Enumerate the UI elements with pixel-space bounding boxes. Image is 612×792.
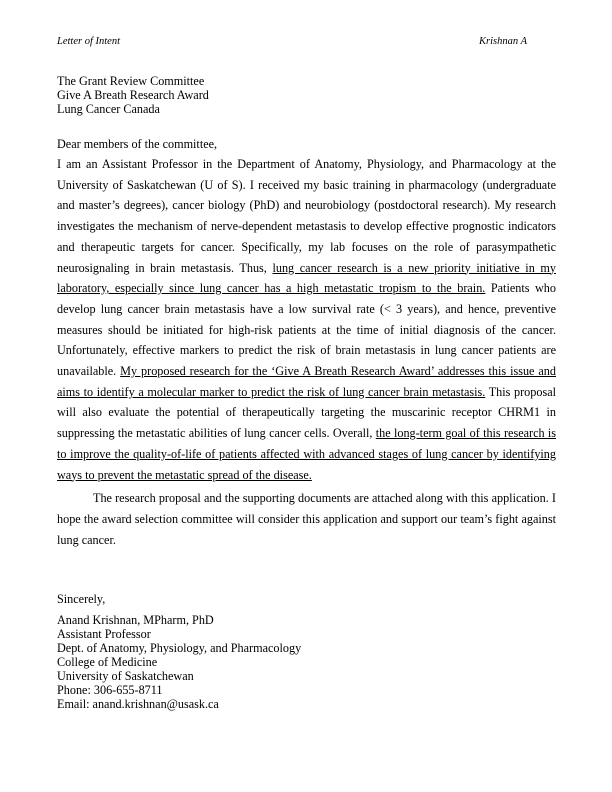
- signature-email: Email: anand.krishnan@usask.ca: [57, 697, 219, 711]
- paragraph-1-underlined-c: the long-term goal of this research is to improve the quality-of-life of patients affected with advanced stages of lung cancer by identifying ways to prevent the metastatic spread of the disease.: [57, 426, 557, 482]
- paragraph-1-text-c: This proposal will also evaluate the potential of therapeutically targeting the muscarinic receptor CHRM1 in suppressing the metastatic abilities of lung cancer cells. Overall,: [57, 384, 556, 441]
- signature-name: Anand Krishnan, MPharm, PhD: [57, 613, 214, 627]
- header-document-title: Letter of Intent: [57, 36, 120, 47]
- letter-body: [57, 154, 556, 550]
- signature-university: University of Saskatchewan: [57, 669, 194, 683]
- salutation: Dear members of the committee,: [57, 137, 218, 151]
- signature-block: [57, 613, 301, 711]
- signature-college: College of Medicine: [57, 655, 158, 669]
- header-author: Krishnan A: [479, 36, 527, 47]
- page-header: [57, 36, 527, 50]
- recipient-address: [57, 74, 209, 116]
- paragraph-1-text-a: I am an Assistant Professor in the Department of Anatomy, Physiology, and Pharmacology at the University of Saskatchewan (U of S). I received my basic training in pharmacology (undergraduate and master’s degrees), cancer biology (PhD) and neurobiology (postdoctoral research). My research investigates the mechanism of nerve-dependent metastasis to develop effective prognostic indicators and therapeutic targets for cancer. Specifically, my lab focuses on the role of parasympathetic neurosignaling in brain metastasis. Thus,: [57, 157, 556, 275]
- paragraph-1-text-b: Patients who develop lung cancer brain metastasis have a low survival rate (< 3 years), and hence, preventive measures should be initiated for high-risk patients at the time of initial diagnosis of the cancer. Unfortunately, effective markers to predict the risk of brain metastasis in lung cancer patients are unavailable.: [57, 281, 556, 379]
- body-paragraph-1: [57, 154, 556, 485]
- recipient-line-award: Give A Breath Research Award: [57, 88, 209, 102]
- body-paragraph-2: The research proposal and the supporting documents are attached along with this application. I hope the award selection committee will consider this application and support our team’s fight against lung cancer.: [57, 491, 556, 547]
- recipient-line-organization: Lung Cancer Canada: [57, 102, 160, 116]
- signature-department: Dept. of Anatomy, Physiology, and Pharmacology: [57, 641, 302, 655]
- paragraph-1-underlined-a: lung cancer research is a new priority initiative in my laboratory, especially since lung cancer has a high metastatic tropism to the brain.: [57, 260, 556, 296]
- signature-phone: Phone: 306-655-8711: [57, 683, 163, 697]
- signature-title: Assistant Professor: [57, 627, 151, 641]
- closing: Sincerely,: [57, 592, 106, 606]
- recipient-line-committee: The Grant Review Committee: [57, 74, 205, 88]
- paragraph-1-underlined-b: My proposed research for the ‘Give A Breath Research Award’ addresses this issue and aims to identify a molecular marker to predict the risk of lung cancer brain metastasis.: [57, 364, 556, 399]
